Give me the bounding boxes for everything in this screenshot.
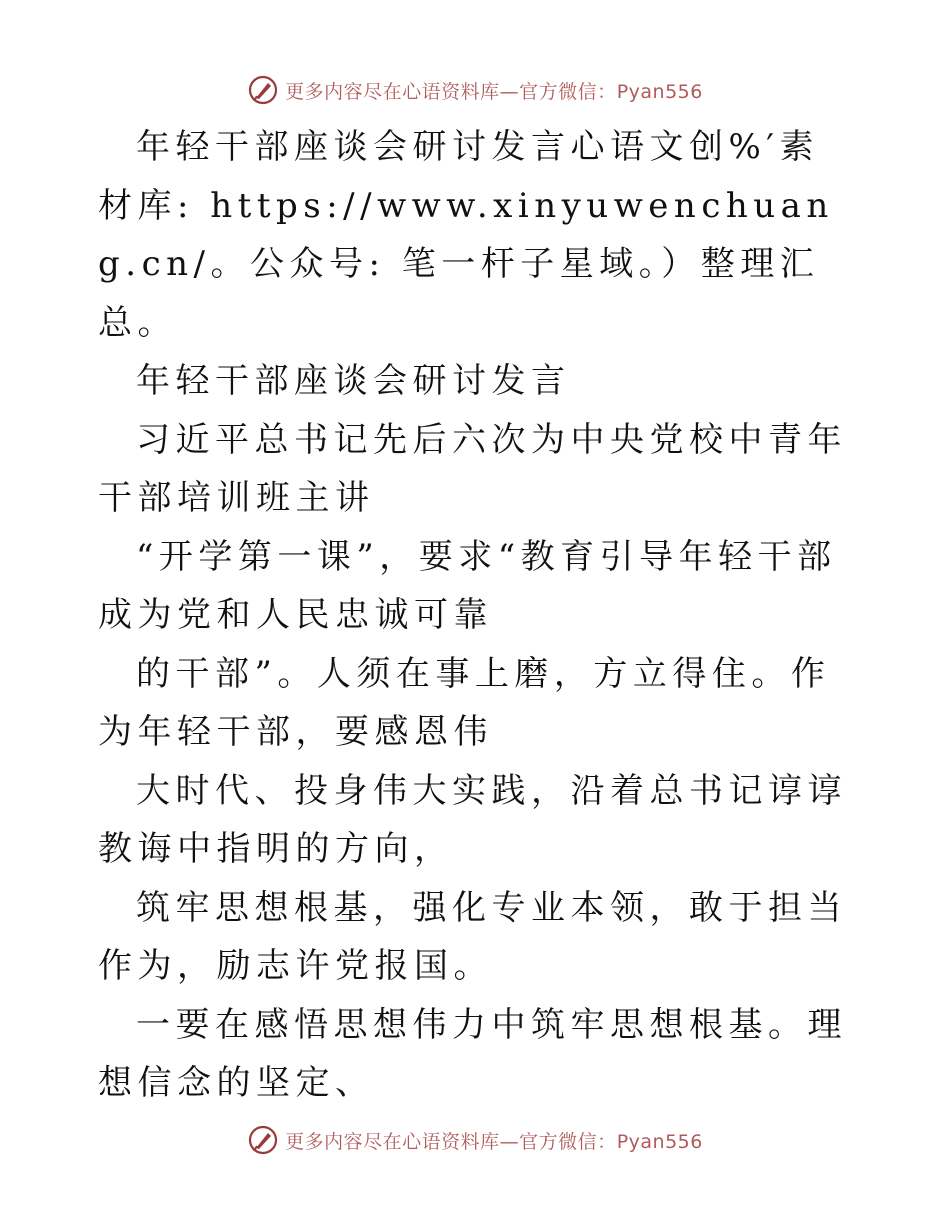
banner-text — [285, 77, 703, 104]
document-body — [98, 118, 858, 1113]
paragraph: 大时代、投身伟大实践，沿着总书记谆谆教诲中指明的方向， — [98, 770, 847, 869]
paragraph-title: 年轻干部座谈会研讨发言 — [136, 361, 571, 401]
quill-pen-icon — [247, 74, 279, 106]
footer-banner — [0, 1120, 950, 1160]
paragraph: 的干部”。人须在事上磨，方立得住。作为年轻干部，要感恩伟 — [98, 653, 831, 752]
banner-library-text: 更多内容尽在心语资料库 — [285, 80, 500, 103]
paragraph: 一要在感悟思想伟力中筑牢思想根基。理想信念的坚定、 — [98, 1004, 847, 1103]
banner-text — [285, 1127, 703, 1154]
banner-wechat-label: 官方微信： — [519, 80, 617, 103]
banner-wechat-id: Pyan556 — [616, 80, 703, 103]
banner-library-text: 更多内容尽在心语资料库 — [285, 1130, 500, 1153]
banner-separator: — — [499, 80, 520, 103]
paragraph-source-note: 年轻干部座谈会研讨发言心语文创%′素材库: https://www.xinyuwenchuang.cn/。公众号: 笔一杆子星域。）整理汇总。 — [98, 127, 834, 343]
quill-pen-icon — [247, 1124, 279, 1156]
header-banner — [0, 70, 950, 110]
banner-wechat-label: 官方微信： — [519, 1130, 617, 1153]
paragraph: “开学第一课”，要求“教育引导年轻干部成为党和人民忠诚可靠 — [98, 536, 837, 635]
banner-separator: — — [499, 1130, 520, 1153]
paragraph: 习近平总书记先后六次为中央党校中青年干部培训班主讲 — [98, 419, 847, 518]
paragraph: 筑牢思想根基，强化专业本领，敢于担当作为，励志许党报国。 — [98, 887, 847, 986]
banner-wechat-id: Pyan556 — [616, 1130, 703, 1153]
